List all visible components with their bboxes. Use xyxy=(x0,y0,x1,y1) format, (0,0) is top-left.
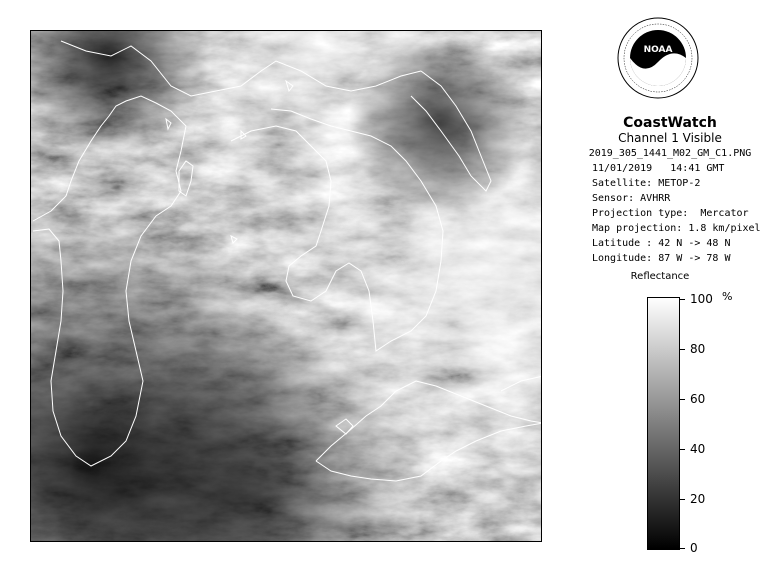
map-projection: Map projection: 1.8 km/pixel xyxy=(592,223,761,234)
channel-label: Channel 1 Visible xyxy=(618,131,722,145)
colorbar-title: Reflectance xyxy=(630,271,690,282)
noaa-emblem xyxy=(617,17,699,99)
satellite-imagery xyxy=(31,31,542,542)
colorbar-tick-label: 60 xyxy=(690,392,706,406)
colorbar-tick xyxy=(680,349,685,350)
latitude-range: Latitude : 42 N -> 48 N xyxy=(592,238,731,249)
colorbar-tick xyxy=(680,399,685,400)
longitude-range: Longitude: 87 W -> 78 W xyxy=(592,253,731,264)
satellite: Satellite: METOP-2 xyxy=(592,178,701,189)
brand-title: CoastWatch xyxy=(623,115,717,131)
satellite-map xyxy=(30,30,542,542)
noaa-logo-text: NOAA xyxy=(643,45,673,55)
colorbar-tick-label: 100 xyxy=(690,292,713,306)
reflectance-colorbar xyxy=(647,297,680,550)
colorbar-tick-label: 40 xyxy=(690,442,706,456)
sensor: Sensor: AVHRR xyxy=(592,193,671,204)
colorbar-tick-label: 0 xyxy=(690,541,698,555)
colorbar-tick xyxy=(680,299,685,300)
colorbar-unit: % xyxy=(722,290,733,303)
projection-type: Projection type: Mercator xyxy=(592,208,749,219)
colorbar-tick xyxy=(680,499,685,500)
filename: 2019_305_1441_M02_GM_C1.PNG xyxy=(588,148,752,159)
datetime: 11/01/2019 14:41 GMT xyxy=(592,163,725,174)
colorbar-tick-label: 80 xyxy=(690,342,706,356)
colorbar-tick xyxy=(680,548,685,549)
info-panel xyxy=(560,115,780,266)
colorbar-tick-label: 20 xyxy=(690,492,706,506)
colorbar-tick xyxy=(680,449,685,450)
noaa-logo xyxy=(617,17,699,99)
